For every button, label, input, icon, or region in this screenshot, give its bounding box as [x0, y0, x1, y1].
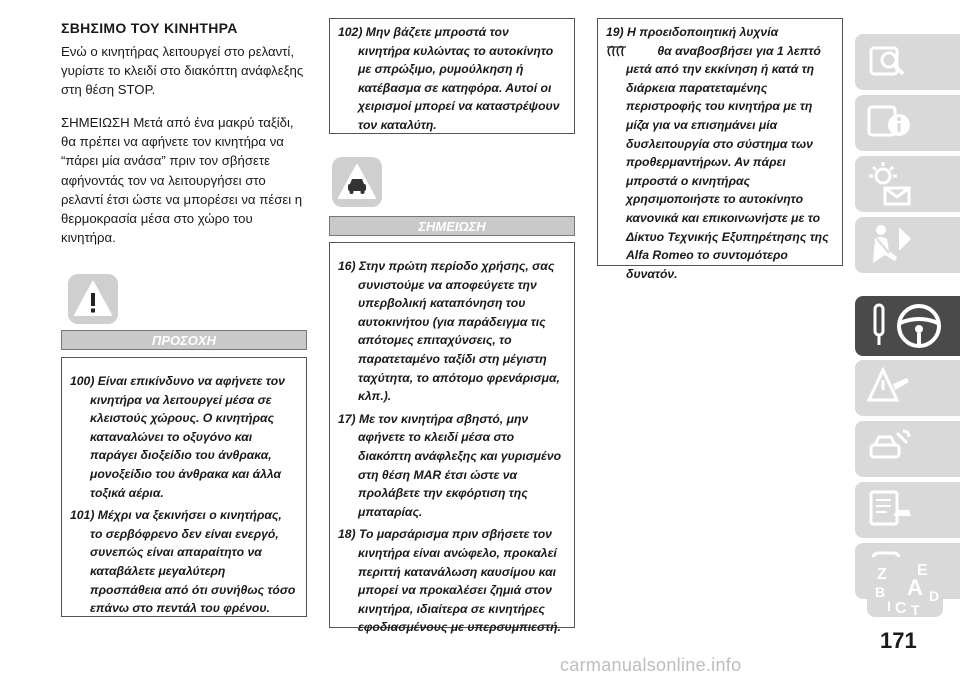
sidebar-tab-index[interactable] [855, 556, 960, 618]
sidebar-tab-warning-lights[interactable] [855, 156, 960, 212]
svg-text:C: C [895, 600, 907, 617]
warning-item-101: 101) Μέχρι να ξεκινήσει ο κινητήρας, το σερβόφρενο δεν είναι ενεργό, συνεπώς είναι απαραίτητο να καταβάλετε μεγαλύτερη προσπάθεια από ότι συνήθως τόσο επάνω στο πεντάλ του φρένου. [70, 508, 296, 616]
paragraph-note: ΣΗΜΕΙΩΣΗ Μετά από ένα μακρύ ταξίδι, θα πρέπει να αφήνετε τον κινητήρα να “πάρει μία ανάσα” πριν τον σβήσετε αφήνοντάς τον να λειτουργήσει στο ρελαντί έτσι ώστε να μπορέσει να πέσει η θερμοκρασία μέσα στο χώρο του κινητήρα. [61, 115, 303, 246]
paragraph-stop: Ενώ ο κινητήρας λειτουργεί στο ρελαντί, γυρίστε το κλειδί στο διακόπτη ανάφλεξης στη θέση STOP. [61, 44, 304, 98]
car-warning-icon [332, 157, 382, 207]
sidebar-tab-safety[interactable] [855, 217, 960, 273]
glow-plug-icon [626, 44, 654, 58]
warning-box-continued [329, 18, 575, 134]
svg-text:T: T [911, 602, 920, 617]
note-item-18: 18) Το μαρσάρισμα πριν σβήσετε τον κινητήρα είναι ανώφελο, προκαλεί περιττή κατανάλωση καυσίμου και μπορεί να προκαλέσει ζημιά στον κινητήρα, ιδιαίτερα σε κινητήρες εφοδιασμένους με υπερσυμπιεστή. [338, 527, 561, 635]
sidebar-tab-technical-data[interactable] [855, 482, 960, 538]
car-search-icon [867, 42, 913, 82]
section-title: ΣΒΗΣΙΜΟ ΤΟΥ ΚΙΝΗΤΗΡΑ [61, 20, 238, 36]
info-icon [867, 103, 913, 143]
note-box [329, 242, 575, 635]
sidebar-tab-starting-driving[interactable] [855, 296, 960, 356]
warning-heading: ΠΡΟΣΟΧΗ [61, 330, 307, 350]
watermark: carmanualsonline.info [560, 655, 742, 675]
wrench-car-icon [867, 427, 913, 471]
warning-item-100: 100) Είναι επικίνδυνο να αφήνετε τον κινητήρα να λειτουργεί μέσα σε κλειστούς χώρους. Ο κινητήρας καταναλώνει το οξυγόνο και παράγει διοξείδιο του άνθρακα, μονοξείδιο του άνθρακα και άλλα τοξικά αέρια. [70, 374, 285, 500]
svg-text:E: E [917, 562, 928, 579]
warning-light-icon [867, 162, 913, 206]
note-box-continued [597, 18, 843, 281]
sidebar-tab-info[interactable] [855, 95, 960, 151]
steering-key-icon [867, 301, 947, 351]
warning-box [61, 357, 307, 617]
svg-text:A: A [907, 575, 923, 600]
spec-car-icon [867, 488, 913, 532]
svg-text:B: B [875, 584, 886, 600]
index-icon [867, 557, 943, 617]
note-item-16: 16) Στην πρώτη περίοδο χρήσης, σας συνιστούμε να αποφεύγετε την υπερβολική καταπόνηση του αυτοκινήτου (για παράδειγμα τις απότομες επιταχύνσεις, το παρατεταμένο ταξίδι στη μέγιστη ταχύτητα, το απότομο φρενάρισμα, κλπ.). [338, 259, 560, 404]
sidebar-tab-emergency[interactable] [855, 360, 960, 416]
seatbelt-icon [867, 223, 913, 267]
svg-text:Z: Z [877, 566, 887, 583]
warning-sign-icon [68, 274, 118, 324]
svg-text:I: I [887, 598, 891, 614]
note-item-17: 17) Με τον κινητήρα σβηστό, μην αφήνετε το κλειδί μέσα στο διακόπτη ανάφλεξης και γυρισμένο στη θέση MAR έτσι ώστε να προλάβετε την εκφόρτιση της μπαταρίας. [338, 411, 562, 519]
note-heading: ΣΗΜΕΙΩΣΗ [329, 216, 575, 236]
sidebar-tab-car-search[interactable] [855, 34, 960, 90]
warning-triangle-icon [867, 366, 913, 410]
warning-item-102: 102) Μην βάζετε μπροστά τον κινητήρα κυλώντας το αυτοκίνητο με σπρώξιμο, ρυμούλκηση ή κατέβασμα σε κατηφόρα. Αυτοί οι χειρισμοί μπορεί να καταστρέψουν τον καταλύτη. [338, 25, 560, 132]
svg-text:D: D [929, 588, 940, 604]
page-number: 171 [880, 628, 917, 653]
note-item-19: 19) Η προειδοποιητική λυχνία θα αναβοσβήσει για 1 λεπτό μετά από την εκκίνηση ή κατά τη διάρκεια παρατεταμένης περιστροφής του κινητήρα με τη μίζα για να επισημάνει μία δυσλειτουργία στο σύστημα των προθερμαντήρων. Αν πάρει μπροστά ο κινητήρας χρησιμοποιήστε το αυτοκίνητο κανονικά και επικοινωνήστε με το Δίκτυο Τεχνικής Εξυπηρέτησης της Alfa Romeo το συντομότερο δυνατόν. [606, 25, 829, 281]
sidebar-tab-maintenance[interactable] [855, 421, 960, 477]
